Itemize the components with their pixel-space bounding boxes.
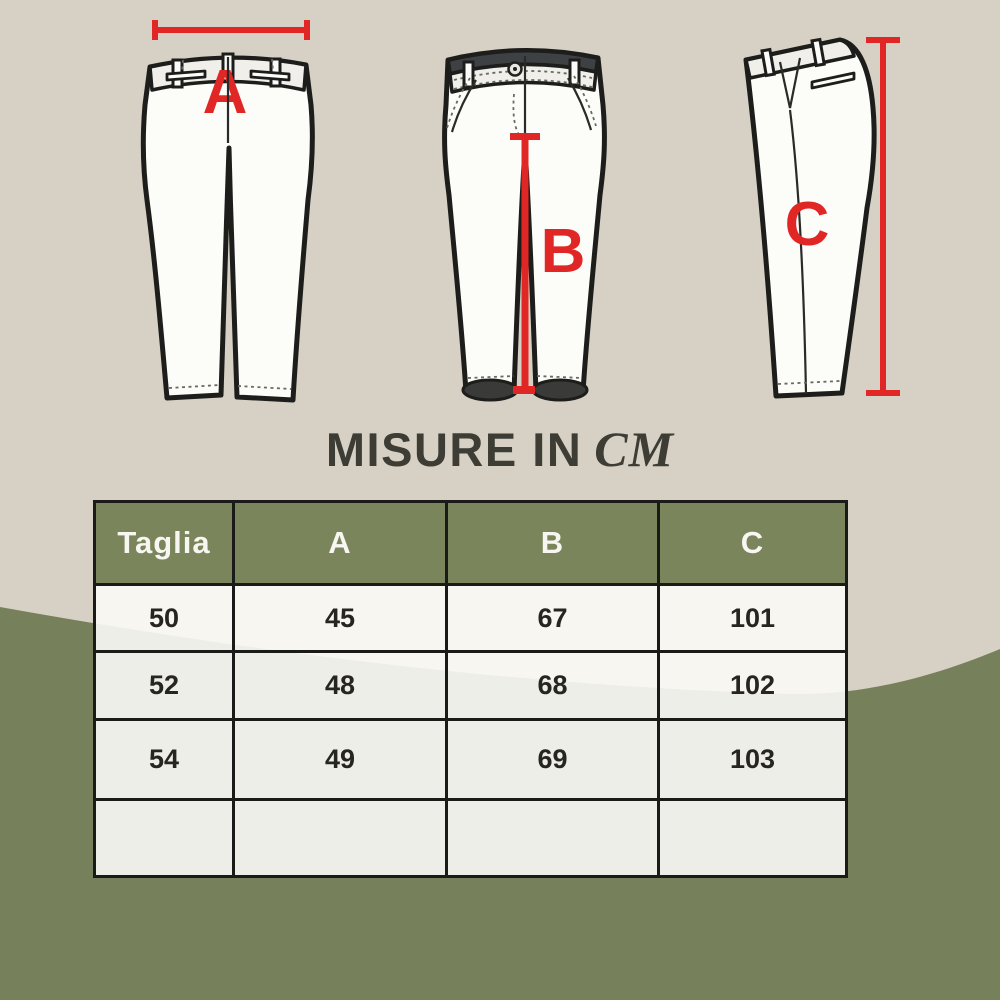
size-cell bbox=[659, 800, 847, 877]
pants-front-view-diagram bbox=[420, 10, 620, 410]
size-cell: 67 bbox=[447, 585, 659, 652]
table-row bbox=[95, 720, 847, 800]
column-header: A bbox=[234, 502, 447, 585]
size-cell bbox=[95, 800, 234, 877]
size-cell: 68 bbox=[447, 652, 659, 720]
leg-hem bbox=[463, 380, 517, 400]
measure-label-A: A bbox=[202, 58, 248, 127]
size-cell bbox=[447, 800, 659, 877]
size-table bbox=[93, 500, 848, 878]
table-row bbox=[95, 652, 847, 720]
size-cell: 102 bbox=[659, 652, 847, 720]
title-unit: CM bbox=[594, 421, 675, 477]
header-row bbox=[95, 502, 847, 585]
table-row bbox=[95, 800, 847, 877]
column-header: Taglia bbox=[95, 502, 234, 585]
column-header: C bbox=[659, 502, 847, 585]
measure-label-C: C bbox=[784, 190, 830, 259]
size-cell bbox=[234, 800, 447, 877]
size-cell: 103 bbox=[659, 720, 847, 800]
size-cell: 52 bbox=[95, 652, 234, 720]
pants-side-view-diagram bbox=[720, 10, 900, 410]
column-header: B bbox=[447, 502, 659, 585]
page-title bbox=[0, 420, 1000, 478]
back-pocket bbox=[167, 71, 205, 80]
pants-back-view-diagram bbox=[125, 10, 325, 410]
size-cell: 45 bbox=[234, 585, 447, 652]
back-pocket bbox=[251, 71, 289, 80]
table-row bbox=[95, 585, 847, 652]
belt-loop bbox=[570, 60, 579, 85]
size-cell: 54 bbox=[95, 720, 234, 800]
size-cell: 48 bbox=[234, 652, 447, 720]
size-cell: 50 bbox=[95, 585, 234, 652]
size-cell: 101 bbox=[659, 585, 847, 652]
measure-label-B: B bbox=[540, 217, 586, 286]
title-text: MISURE IN bbox=[325, 423, 583, 476]
waist-measure-line bbox=[155, 20, 307, 40]
leg-hem bbox=[533, 380, 587, 400]
belt-loop bbox=[464, 62, 473, 87]
size-cell: 49 bbox=[234, 720, 447, 800]
size-cell: 69 bbox=[447, 720, 659, 800]
